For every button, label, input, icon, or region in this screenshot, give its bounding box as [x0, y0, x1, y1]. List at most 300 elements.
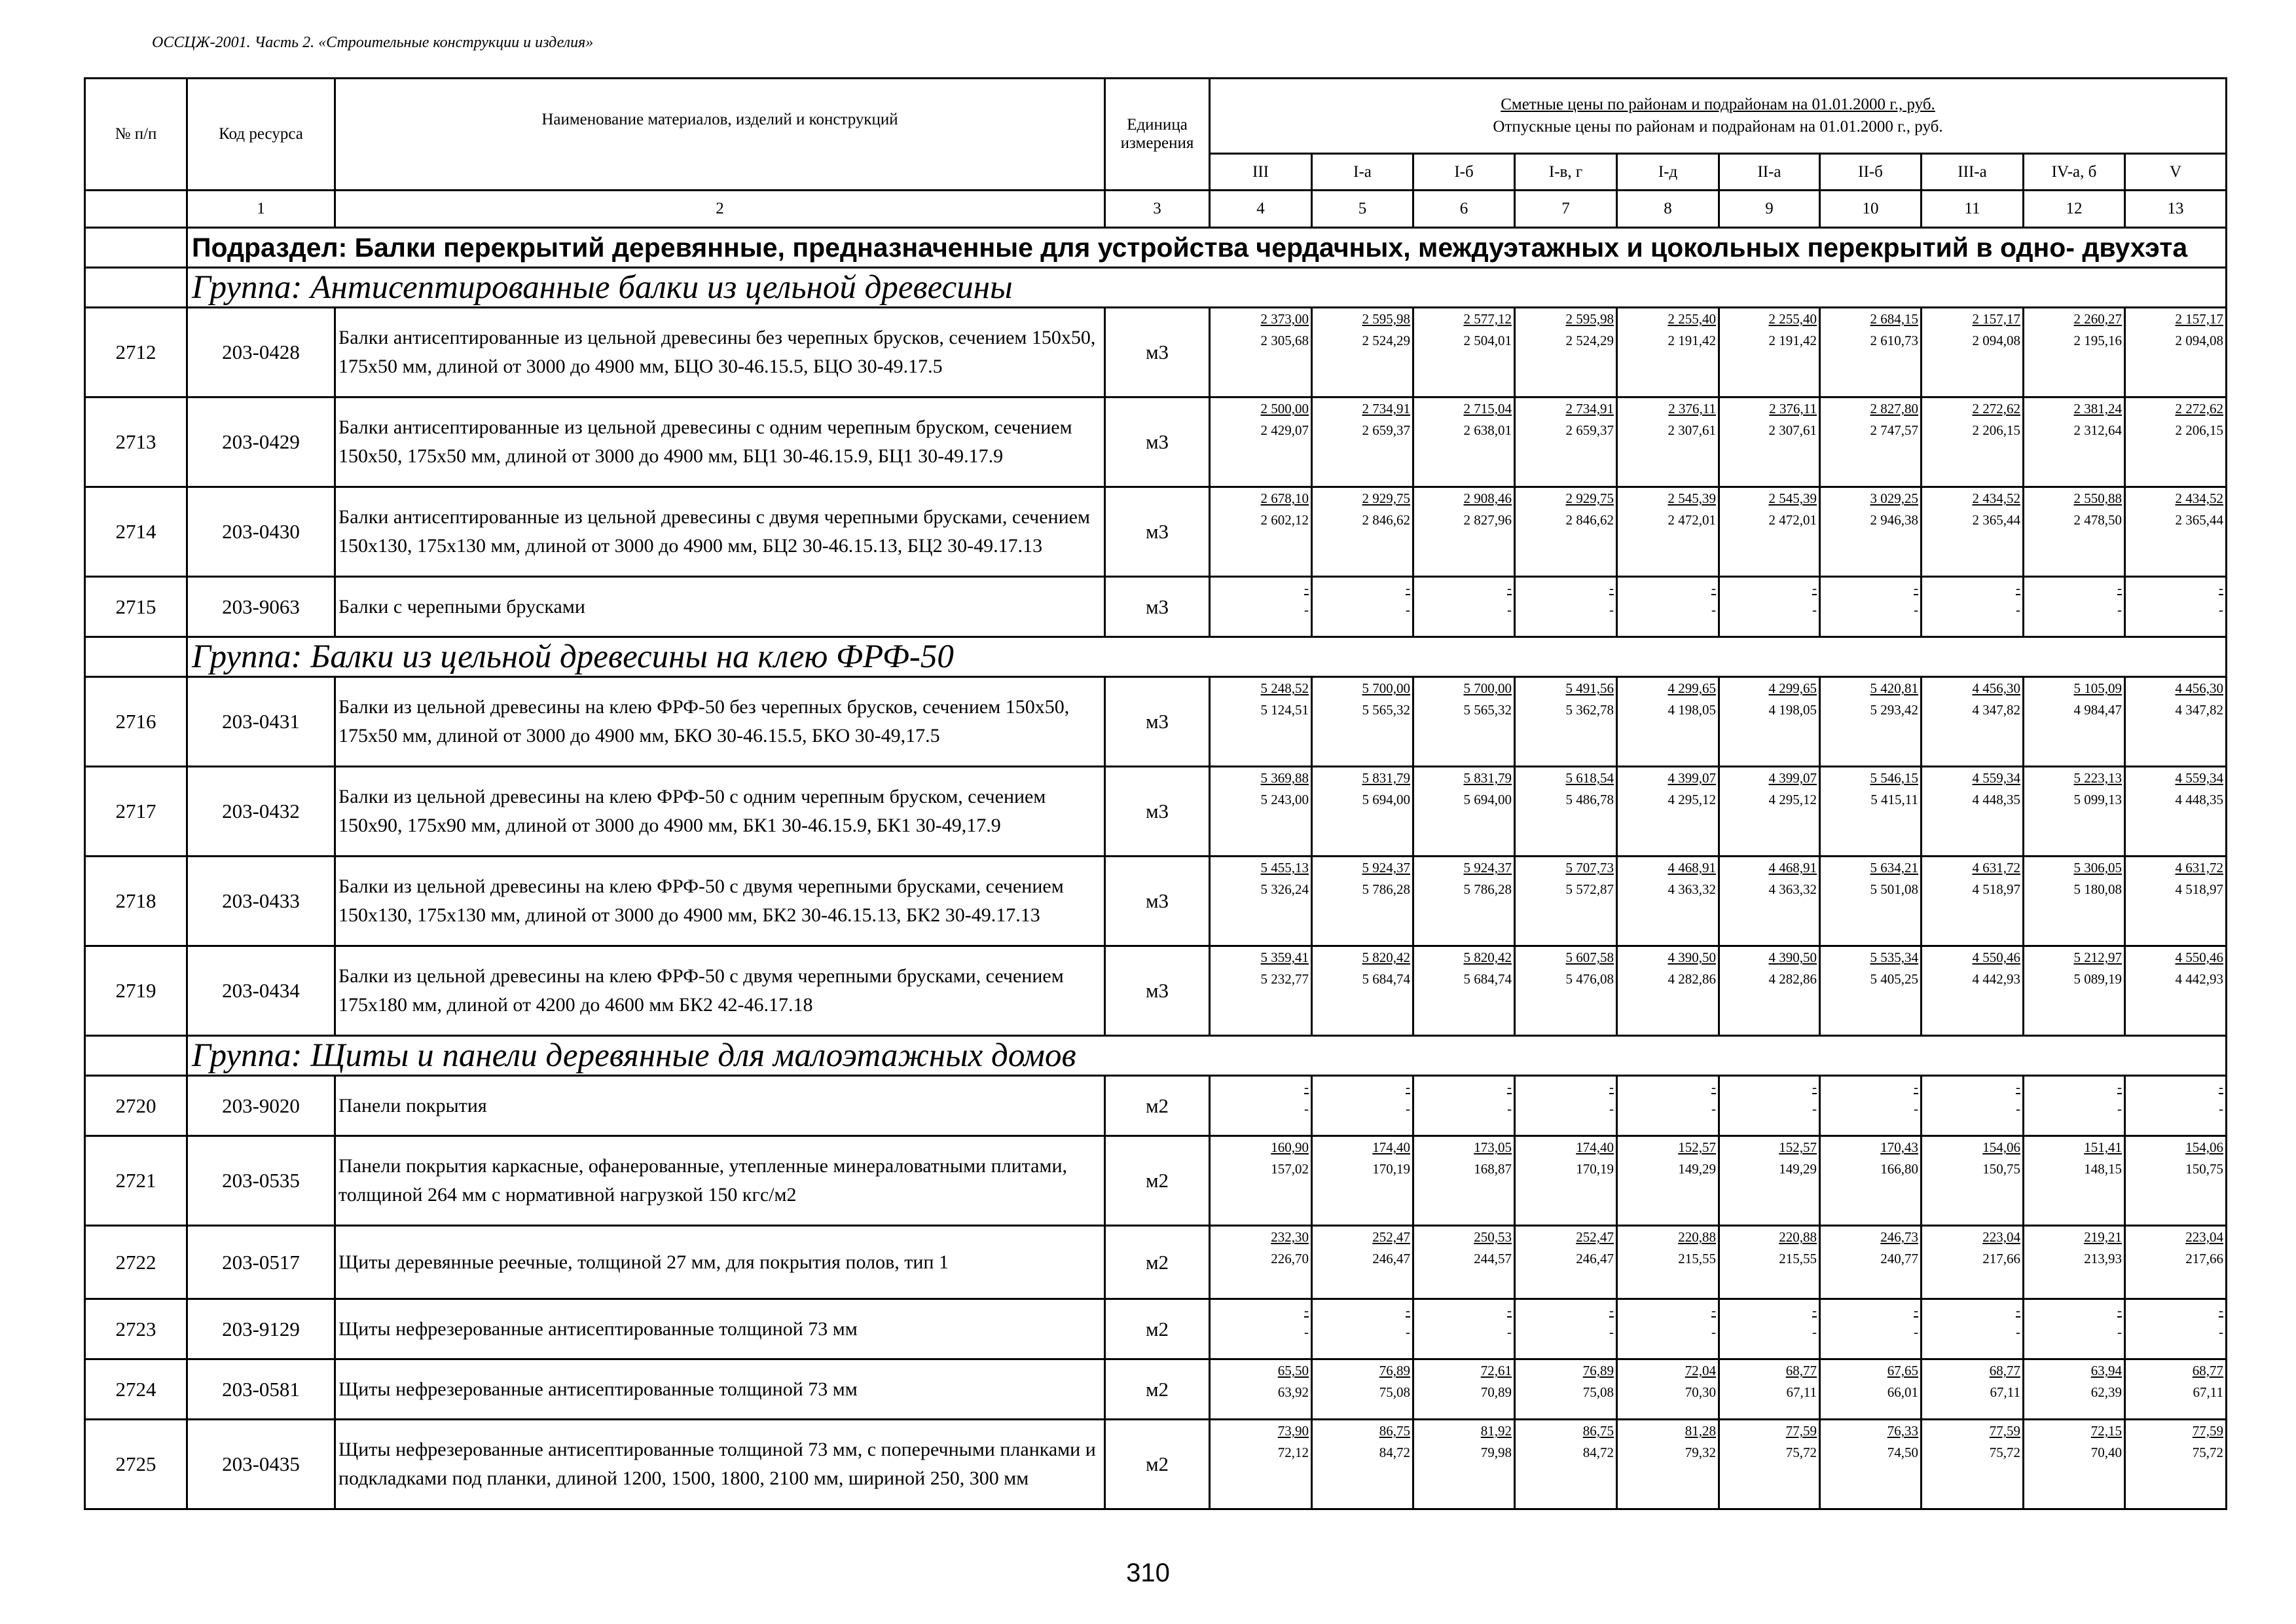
estimate-price: 72,04: [1685, 1363, 1716, 1378]
price-cell: [2024, 577, 2125, 637]
estimate-price: 72,15: [2090, 1423, 2122, 1439]
release-price: 70,30: [1685, 1384, 1716, 1400]
price-cell: [2024, 397, 2125, 487]
price-cell: [1312, 397, 1413, 487]
price-cell: [1210, 397, 1312, 487]
resource-code: 203-0433: [187, 857, 335, 946]
price-cell: [1210, 487, 1312, 577]
price-cell: [1210, 946, 1312, 1036]
price-cell: [1515, 857, 1617, 946]
region-header: V: [2125, 154, 2227, 191]
release-price: -: [1507, 1324, 1512, 1340]
estimate-price: 86,75: [1379, 1423, 1410, 1439]
price-cell: [2024, 677, 2125, 767]
release-price: 5 694,00: [1362, 792, 1410, 807]
unit: м3: [1105, 308, 1210, 397]
estimate-price: 5 634,21: [1870, 860, 1918, 876]
item-name: Балки из цельной древесины на клею ФРФ-50 без черепных брусков, сечением 150х50, 175х50 мм, длиной от 3000 до 4900 мм, БКО 30-46.15.5, БКО 30-49,17.5: [335, 677, 1105, 767]
price-cell: [1413, 1076, 1515, 1136]
release-price: 2 524,29: [1362, 333, 1410, 348]
price-cell: [1820, 577, 1922, 637]
resource-code: 203-0432: [187, 767, 335, 857]
release-price: 4 347,82: [2175, 702, 2224, 718]
price-cell: [1820, 857, 1922, 946]
estimate-price: 4 559,34: [2175, 770, 2224, 786]
estimate-price: 5 369,88: [1260, 770, 1309, 786]
price-cell: [2024, 308, 2125, 397]
item-name: Балки из цельной древесины на клею ФРФ-50 с двумя черепными брусками, сечением 150х130, 175х130 мм, длиной от 3000 до 4900 мм, БК2 30-46.15.13, БК2 30-49.17.13: [335, 857, 1105, 946]
estimate-price: 2 577,12: [1463, 311, 1512, 327]
release-price: -: [1304, 1101, 1309, 1116]
unit: м3: [1105, 397, 1210, 487]
release-price: 5 243,00: [1260, 792, 1309, 807]
estimate-price: -: [2219, 580, 2224, 596]
item-number: 2724: [85, 1359, 187, 1420]
resource-code: 203-9063: [187, 577, 335, 637]
price-cell: [1312, 1076, 1413, 1136]
estimate-price: -: [2219, 1302, 2224, 1318]
estimate-price: -: [2117, 580, 2122, 596]
estimate-price: 5 700,00: [1463, 680, 1512, 696]
item-number: 2717: [85, 767, 187, 857]
price-cell: [1719, 857, 1820, 946]
estimate-price: 63,94: [2090, 1363, 2122, 1378]
item-name: Панели покрытия: [335, 1076, 1105, 1136]
estimate-price: 5 359,41: [1260, 950, 1309, 965]
estimate-price: -: [1609, 580, 1614, 596]
release-price: 5 565,32: [1362, 702, 1410, 718]
region-header: IV-а, б: [2024, 154, 2125, 191]
estimate-price: 174,40: [1372, 1139, 1410, 1155]
item-number: 2719: [85, 946, 187, 1036]
unit: м2: [1105, 1299, 1210, 1359]
estimate-price: 2 157,17: [1972, 311, 2020, 327]
col-header-unit: Единица измерения: [1105, 79, 1210, 191]
price-cell: [1617, 1136, 1719, 1226]
group-title: Группа: Антисептированные балки из цельной древесины: [187, 268, 2227, 308]
column-number: 10: [1820, 191, 1922, 228]
unit: м3: [1105, 946, 1210, 1036]
estimate-price: 4 631,72: [1972, 860, 2020, 876]
estimate-price: -: [1609, 1302, 1614, 1318]
price-cell: [1515, 677, 1617, 767]
estimate-price: -: [1914, 1302, 1918, 1318]
estimate-price: 4 299,65: [1667, 680, 1716, 696]
estimate-price: 76,89: [1379, 1363, 1410, 1378]
release-price: -: [2117, 1101, 2122, 1116]
table-row: [85, 1136, 2227, 1226]
estimate-price: 4 550,46: [2175, 950, 2224, 965]
estimate-price: -: [2117, 1079, 2122, 1095]
price-cell: [1413, 1299, 1515, 1359]
price-cell: [1210, 677, 1312, 767]
unit: м3: [1105, 857, 1210, 946]
release-price: 5 684,74: [1463, 971, 1512, 987]
release-price: 5 405,25: [1870, 971, 1918, 987]
price-cell: [1617, 577, 1719, 637]
price-cell: [1820, 308, 1922, 397]
price-cell: [1617, 1226, 1719, 1299]
price-cell: [1719, 1299, 1820, 1359]
estimate-price: -: [1812, 1302, 1817, 1318]
col-header-prices: [1210, 79, 2227, 154]
price-cell: [1515, 1299, 1617, 1359]
release-price: -: [1914, 602, 1918, 618]
resource-code: 203-0429: [187, 397, 335, 487]
column-number: 4: [1210, 191, 1312, 228]
price-cell: [1922, 946, 2024, 1036]
estimate-price: 151,41: [2084, 1139, 2122, 1155]
release-price: 150,75: [1982, 1161, 2020, 1177]
column-number-row: [85, 191, 2227, 228]
price-cell: [1312, 1359, 1413, 1420]
estimate-price: 152,57: [1779, 1139, 1817, 1155]
estimate-price: 2 255,40: [1768, 311, 1817, 327]
release-price: 213,93: [2084, 1251, 2122, 1266]
release-price: -: [2219, 602, 2224, 618]
price-cell: [2024, 1420, 2125, 1509]
release-price: 2 365,44: [1972, 512, 2020, 528]
column-number: 3: [1105, 191, 1210, 228]
price-cell: [2024, 857, 2125, 946]
estimate-price: -: [1406, 580, 1410, 596]
price-cell: [1515, 1420, 1617, 1509]
price-cell: [1312, 577, 1413, 637]
release-price: 72,12: [1277, 1445, 1309, 1460]
price-cell: [1413, 308, 1515, 397]
page-number: 310: [1126, 1559, 1170, 1587]
estimate-price: 4 456,30: [2175, 680, 2224, 696]
release-price: 4 518,97: [1972, 881, 2020, 897]
estimate-price: -: [1812, 580, 1817, 596]
estimate-price: 2 434,52: [2175, 490, 2224, 506]
release-price: -: [1711, 1101, 1716, 1116]
unit: м2: [1105, 1226, 1210, 1299]
estimate-price: 5 924,37: [1463, 860, 1512, 876]
estimate-price: 77,59: [1989, 1423, 2020, 1439]
release-price: 5 572,87: [1565, 881, 1614, 897]
release-price: 2 206,15: [2175, 422, 2224, 438]
release-price: 75,72: [1785, 1445, 1817, 1460]
release-price: 5 293,42: [1870, 702, 1918, 718]
group-row: [85, 268, 2227, 308]
estimate-price: 2 500,00: [1260, 401, 1309, 416]
price-cell: [1617, 1420, 1719, 1509]
price-cell: [2125, 577, 2227, 637]
resource-code: 203-0581: [187, 1359, 335, 1420]
estimate-price: -: [1406, 1302, 1410, 1318]
release-price: 2 846,62: [1565, 512, 1614, 528]
estimate-price: -: [2016, 1079, 2020, 1095]
estimate-price: 2 260,27: [2073, 311, 2122, 327]
region-header: I-д: [1617, 154, 1719, 191]
price-cell: [1820, 487, 1922, 577]
subsection-title: Подраздел: Балки перекрытий деревянные, предназначенные для устройства чердачных, междуэтажных и цокольных перекрытий в одно- двухэта: [187, 228, 2227, 268]
price-cell: [1312, 857, 1413, 946]
price-cell: [1413, 1226, 1515, 1299]
release-price: 70,40: [2090, 1445, 2122, 1460]
estimate-price: 246,73: [1880, 1229, 1918, 1245]
estimate-price: 2 157,17: [2175, 311, 2224, 327]
group-row: [85, 637, 2227, 677]
price-cell: [1312, 1420, 1413, 1509]
price-cell: [1617, 857, 1719, 946]
item-name: Балки из цельной древесины на клею ФРФ-50 с двумя черепными брусками, сечением 175х180 мм, длиной от 4200 до 4600 мм БК2 42-46.17.18: [335, 946, 1105, 1036]
price-cell: [2024, 1136, 2125, 1226]
price-cell: [1719, 767, 1820, 857]
item-number: 2716: [85, 677, 187, 767]
release-price: -: [1406, 602, 1410, 618]
release-price: 84,72: [1582, 1445, 1614, 1460]
item-name: Щиты нефрезерованные антисептированные толщиной 73 мм: [335, 1299, 1105, 1359]
release-price: 148,15: [2084, 1161, 2122, 1177]
table-row: [85, 677, 2227, 767]
release-price: 67,11: [2193, 1384, 2224, 1400]
price-cell: [1515, 1359, 1617, 1420]
estimate-price: 2 255,40: [1667, 311, 1716, 327]
release-price: 63,92: [1277, 1384, 1309, 1400]
estimate-price: 4 399,07: [1667, 770, 1716, 786]
price-cell: [1413, 946, 1515, 1036]
resource-code: 203-0430: [187, 487, 335, 577]
table-row: [85, 1299, 2227, 1359]
release-price: 157,02: [1271, 1161, 1309, 1177]
price-cell: [1922, 1420, 2024, 1509]
release-price: -: [1304, 1324, 1309, 1340]
item-number: 2712: [85, 308, 187, 397]
estimate-price: 2 272,62: [1972, 401, 2020, 416]
estimate-price: 76,89: [1582, 1363, 1614, 1378]
row-spacer: [85, 637, 187, 677]
page-header: ОССЦЖ-2001. Часть 2. «Строительные конструкции и изделия»: [152, 34, 594, 51]
unit: м3: [1105, 677, 1210, 767]
estimate-price: 4 390,50: [1667, 950, 1716, 965]
estimate-price: 223,04: [1982, 1229, 2020, 1245]
resource-code: 203-0517: [187, 1226, 335, 1299]
price-cell: [2024, 1226, 2125, 1299]
estimate-price: 170,43: [1880, 1139, 1918, 1155]
estimate-price: 67,65: [1887, 1363, 1918, 1378]
unit: м2: [1105, 1136, 1210, 1226]
estimate-price: 5 607,58: [1565, 950, 1614, 965]
estimate-price: 4 550,46: [1972, 950, 2020, 965]
release-price: -: [2016, 1101, 2020, 1116]
estimate-price: -: [1304, 1302, 1309, 1318]
price-cell: [1312, 946, 1413, 1036]
release-price: 5 486,78: [1565, 792, 1614, 807]
release-price: -: [1507, 602, 1512, 618]
column-number: 11: [1922, 191, 2024, 228]
price-cell: [2125, 1359, 2227, 1420]
estimate-price: 5 820,42: [1463, 950, 1512, 965]
price-cell: [1210, 308, 1312, 397]
item-number: 2725: [85, 1420, 187, 1509]
table-row: [85, 946, 2227, 1036]
region-header: I-а: [1312, 154, 1413, 191]
price-cell: [1413, 487, 1515, 577]
item-number: 2718: [85, 857, 187, 946]
price-cell: [1820, 1359, 1922, 1420]
release-price: 2 312,64: [2073, 422, 2122, 438]
estimate-price: 2 373,00: [1260, 311, 1309, 327]
release-price: -: [2016, 1324, 2020, 1340]
estimate-price: 4 468,91: [1768, 860, 1817, 876]
release-price: 170,19: [1372, 1161, 1410, 1177]
row-spacer: [85, 228, 187, 268]
region-header: III-а: [1922, 154, 2024, 191]
price-cell: [2125, 1420, 2227, 1509]
column-number: 2: [335, 191, 1105, 228]
release-price: 149,29: [1779, 1161, 1817, 1177]
estimate-price: -: [2016, 1302, 2020, 1318]
item-name: Щиты деревянные реечные, толщиной 27 мм, для покрытия полов, тип 1: [335, 1226, 1105, 1299]
unit: м3: [1105, 767, 1210, 857]
price-cell: [2125, 397, 2227, 487]
price-cell: [1312, 1299, 1413, 1359]
release-price: 5 180,08: [2073, 881, 2122, 897]
col-header-name: Наименование материалов, изделий и конструкций: [335, 79, 1105, 191]
unit: м3: [1105, 577, 1210, 637]
estimate-price: 2 678,10: [1260, 490, 1309, 506]
price-cell: [1312, 1136, 1413, 1226]
price-cell: [1515, 1136, 1617, 1226]
release-price: 2 659,37: [1362, 422, 1410, 438]
release-price: 240,77: [1880, 1251, 1918, 1266]
price-cell: [2125, 1299, 2227, 1359]
release-price: -: [1507, 1101, 1512, 1116]
release-price: -: [1812, 1101, 1817, 1116]
estimate-price: 5 924,37: [1362, 860, 1410, 876]
release-price: 5 786,28: [1463, 881, 1512, 897]
price-cell: [1312, 487, 1413, 577]
release-price: 5 786,28: [1362, 881, 1410, 897]
price-cell: [1922, 397, 2024, 487]
release-price: 2 846,62: [1362, 512, 1410, 528]
release-price: 2 307,61: [1667, 422, 1716, 438]
estimate-price: 219,21: [2084, 1229, 2122, 1245]
region-header: I-б: [1413, 154, 1515, 191]
estimate-price: 5 820,42: [1362, 950, 1410, 965]
estimate-price: -: [1914, 1079, 1918, 1095]
release-price: 4 448,35: [2175, 792, 2224, 807]
price-cell: [2125, 308, 2227, 397]
price-cell: [1413, 677, 1515, 767]
price-cell: [2024, 1299, 2125, 1359]
item-number: 2720: [85, 1076, 187, 1136]
estimate-price: 5 546,15: [1870, 770, 1918, 786]
price-cell: [1820, 677, 1922, 767]
group-row: [85, 1036, 2227, 1076]
price-cell: [1719, 308, 1820, 397]
price-cell: [1312, 1226, 1413, 1299]
release-price: -: [1812, 602, 1817, 618]
release-price: 67,11: [1990, 1384, 2020, 1400]
price-cell: [1515, 577, 1617, 637]
item-number: 2714: [85, 487, 187, 577]
region-header: III: [1210, 154, 1312, 191]
price-cell: [1922, 487, 2024, 577]
price-cell: [1617, 767, 1719, 857]
price-cell: [1922, 1076, 2024, 1136]
release-price: 79,98: [1480, 1445, 1512, 1460]
estimate-price: 2 381,24: [2073, 401, 2122, 416]
release-price: 74,50: [1887, 1445, 1918, 1460]
item-name: Балки антисептированные из цельной древесины без черепных брусков, сечением 150х50, 175х50 мм, длиной от 3000 до 4900 мм, БЦО 30-46.15.5, БЦО 30-49.17.5: [335, 308, 1105, 397]
estimate-price: 2 734,91: [1362, 401, 1410, 416]
price-cell: [1312, 677, 1413, 767]
column-number: 6: [1413, 191, 1515, 228]
estimate-price: -: [1507, 1302, 1512, 1318]
price-cell: [2125, 677, 2227, 767]
estimate-price: 2 684,15: [1870, 311, 1918, 327]
estimate-price: 2 595,98: [1362, 311, 1410, 327]
col-header-num: № п/п: [85, 79, 187, 191]
price-cell: [2024, 1076, 2125, 1136]
unit: м2: [1105, 1076, 1210, 1136]
release-price: 149,29: [1678, 1161, 1716, 1177]
price-cell: [1312, 308, 1413, 397]
release-price: 2 610,73: [1870, 333, 1918, 348]
estimate-price: 4 399,07: [1768, 770, 1817, 786]
price-cell: [1719, 397, 1820, 487]
release-price: -: [1609, 1324, 1614, 1340]
resource-code: 203-0428: [187, 308, 335, 397]
table-row: [85, 1076, 2227, 1136]
price-cell: [1617, 1076, 1719, 1136]
price-cell: [1719, 1076, 1820, 1136]
release-price: 4 295,12: [1667, 792, 1716, 807]
estimate-price: 2 929,75: [1362, 490, 1410, 506]
release-price: 2 472,01: [1667, 512, 1716, 528]
release-price: 166,80: [1880, 1161, 1918, 1177]
price-cell: [2125, 487, 2227, 577]
release-price: 215,55: [1779, 1251, 1817, 1266]
estimate-price: 2 908,46: [1463, 490, 1512, 506]
release-price: 2 305,68: [1260, 333, 1309, 348]
release-price: 84,72: [1379, 1445, 1410, 1460]
header-row: [85, 79, 2227, 154]
price-cell: [1617, 1359, 1719, 1420]
estimate-price: -: [2219, 1079, 2224, 1095]
release-price: -: [1914, 1101, 1918, 1116]
price-cell: [1617, 677, 1719, 767]
release-price: 2 638,01: [1463, 422, 1512, 438]
release-price: 4 984,47: [2073, 702, 2122, 718]
release-price: 70,89: [1480, 1384, 1512, 1400]
price-cell: [1210, 767, 1312, 857]
release-price: 2 307,61: [1768, 422, 1817, 438]
price-cell: [2125, 857, 2227, 946]
column-number: 7: [1515, 191, 1617, 228]
estimate-price: 77,59: [1785, 1423, 1817, 1439]
estimate-price: 4 559,34: [1972, 770, 2020, 786]
item-number: 2723: [85, 1299, 187, 1359]
release-price: 217,66: [2185, 1251, 2224, 1266]
price-cell: [1922, 1299, 2024, 1359]
estimate-price: 160,90: [1271, 1139, 1309, 1155]
price-cell: [1719, 1226, 1820, 1299]
release-price: 215,55: [1678, 1251, 1716, 1266]
price-cell: [1515, 1076, 1617, 1136]
estimate-price: 68,77: [1785, 1363, 1817, 1378]
release-price: 62,39: [2090, 1384, 2122, 1400]
release-price: -: [2117, 1324, 2122, 1340]
item-number: 2713: [85, 397, 187, 487]
estimate-price: 65,50: [1277, 1363, 1309, 1378]
column-number: 13: [2125, 191, 2227, 228]
release-price: -: [1406, 1101, 1410, 1116]
item-name: Балки антисептированные из цельной древесины с двумя черепными брусками, сечением 150х130, 175х130 мм, длиной от 3000 до 4900 мм, БЦ2 30-46.15.13, БЦ2 30-49.17.13: [335, 487, 1105, 577]
